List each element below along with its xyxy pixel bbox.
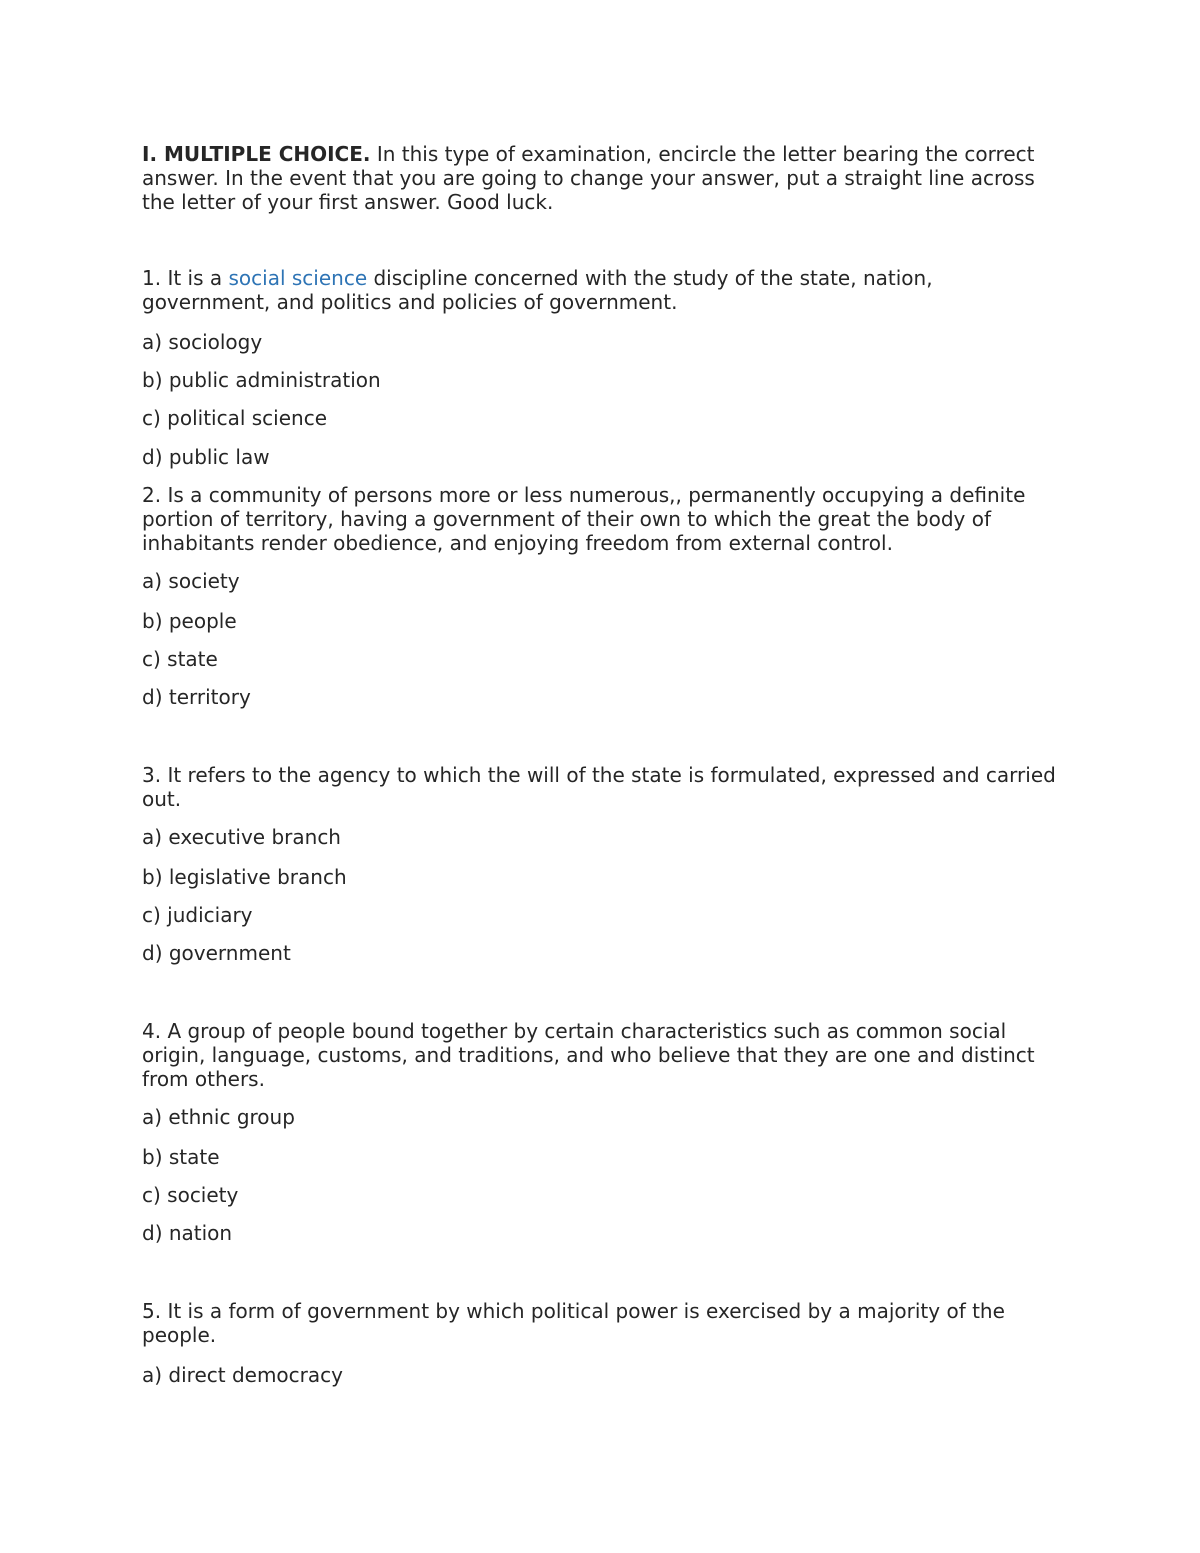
option-c: c) judiciary xyxy=(142,903,253,927)
instructions xyxy=(142,142,1057,214)
option-a: a) direct democracy xyxy=(142,1363,343,1387)
option-d: d) territory xyxy=(142,685,251,709)
section-heading: I. MULTIPLE CHOICE. xyxy=(142,142,371,166)
option-c: c) political science xyxy=(142,406,328,430)
option-d: d) public law xyxy=(142,445,270,469)
option-c: c) state xyxy=(142,647,218,671)
question-2 xyxy=(142,483,1057,709)
option-b: b) state xyxy=(142,1145,220,1169)
question-text: 5. It is a form of government by which political power is exercised by a majority of the people. xyxy=(142,1299,1005,1347)
option-d: d) government xyxy=(142,941,291,965)
option-a: a) ethnic group xyxy=(142,1105,295,1129)
option-d: d) nation xyxy=(142,1221,233,1245)
option-b: b) public administration xyxy=(142,368,381,392)
option-a: a) executive branch xyxy=(142,825,341,849)
question-3 xyxy=(142,763,1057,965)
question-text-part: discipline concerned with the study of the state, nation, government, and politics and policies of government. xyxy=(142,266,933,314)
question-text xyxy=(142,266,1057,314)
question-text-part: 1. It is a xyxy=(142,266,229,290)
option-c: c) society xyxy=(142,1183,239,1207)
question-text: 4. A group of people bound together by certain characteristics such as common social origin, language, customs, and traditions, and who believe that they are one and distinct from others. xyxy=(142,1019,1035,1091)
option-a: a) society xyxy=(142,569,240,593)
question-4 xyxy=(142,1019,1057,1245)
document-page xyxy=(142,142,1057,1387)
social-science-link[interactable]: social science xyxy=(228,266,368,290)
question-text: 3. It refers to the agency to which the will of the state is formulated, expressed and carried out. xyxy=(142,763,1056,811)
question-text: 2. Is a community of persons more or less numerous,, permanently occupying a definite portion of territory, having a government of their own to which the great the body of inhabitants render obedience, and enjoying freedom from external control. xyxy=(142,483,1026,555)
option-b: b) people xyxy=(142,609,237,633)
option-b: b) legislative branch xyxy=(142,865,347,889)
option-a: a) sociology xyxy=(142,330,263,354)
question-5 xyxy=(142,1299,1057,1387)
question-1 xyxy=(142,266,1057,469)
instructions-text: In this type of examination, encircle the letter bearing the correct answer. In the event that you are going to change your answer, put a straight line across the letter of your first answer. Good luck. xyxy=(142,142,1035,214)
